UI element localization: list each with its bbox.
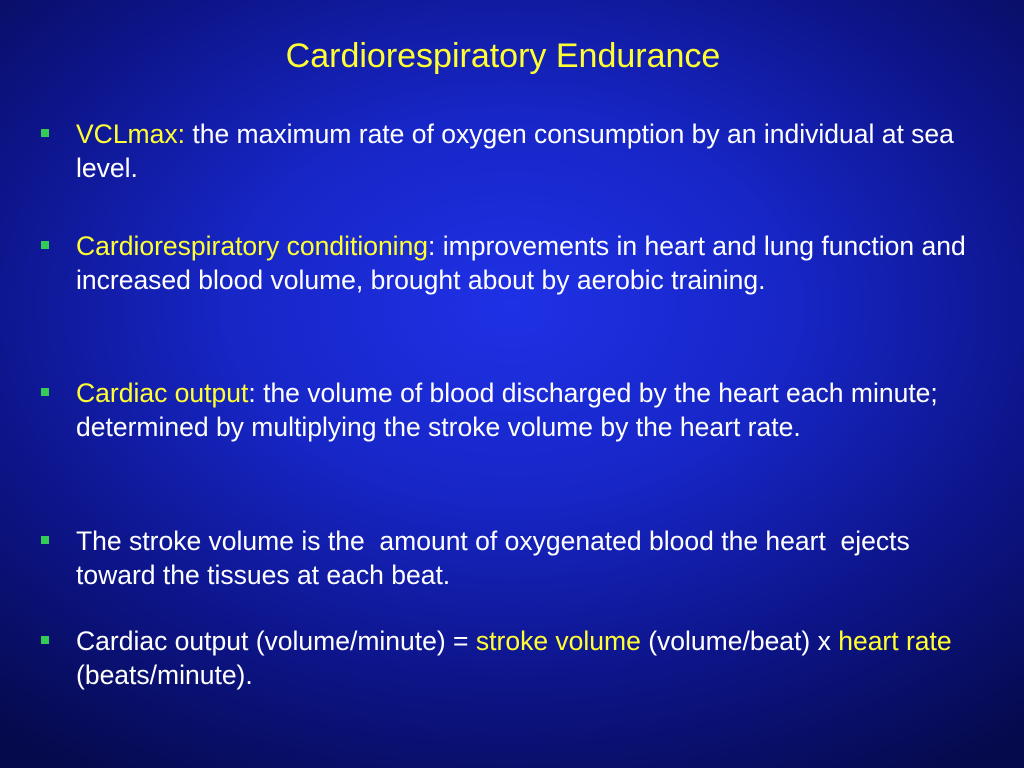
definition-cardiac-output: : the volume of blood discharged by the heart each minute; determined by multiplying the stroke volume by the heart rate. xyxy=(76,378,946,442)
bullet-text xyxy=(76,117,981,185)
formula-stroke-volume: stroke volume xyxy=(475,626,641,656)
formula-lhs: Cardiac output (volume/minute) = xyxy=(76,626,476,656)
bullet-text xyxy=(76,624,981,692)
square-bullet-icon xyxy=(41,636,49,644)
term-cardiac-output: Cardiac output xyxy=(76,378,249,408)
square-bullet-icon xyxy=(41,241,49,249)
formula-heart-rate: heart rate xyxy=(838,626,952,656)
formula-middle: (volume/beat) x xyxy=(640,626,839,656)
bullet-text: The stroke volume is the amount of oxygenated blood the heart ejects toward the tissues at each beat. xyxy=(76,526,918,590)
square-bullet-icon xyxy=(41,129,49,137)
term-vclmax: VCLmax: xyxy=(76,119,185,149)
bullet-text xyxy=(76,229,981,297)
slide-title: Cardiorespiratory Endurance xyxy=(285,37,721,75)
bullet-text xyxy=(76,376,981,444)
definition-conditioning: : improvements in heart and lung function and increased blood volume, brought about by aerobic training. xyxy=(76,231,974,295)
term-conditioning: Cardiorespiratory conditioning xyxy=(76,231,429,261)
definition-vclmax: the maximum rate of oxygen consumption by an individual at sea level. xyxy=(76,119,962,183)
formula-rhs: (beats/minute). xyxy=(76,626,967,690)
square-bullet-icon xyxy=(41,536,49,544)
square-bullet-icon xyxy=(41,388,49,396)
